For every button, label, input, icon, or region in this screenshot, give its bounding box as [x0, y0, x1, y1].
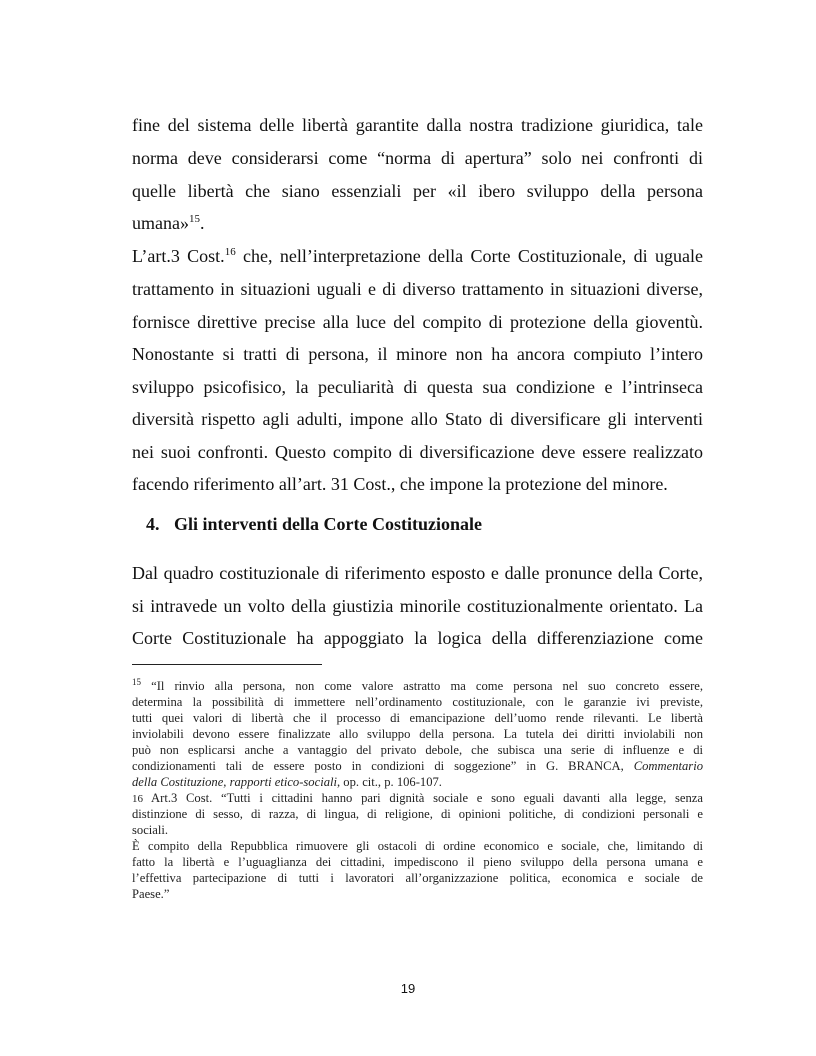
body-line: fornisce direttive precise alla luce del compito di protezione della gioventù. — [132, 312, 703, 332]
footnote-marker-15: 15 — [132, 676, 141, 687]
body-line — [132, 245, 703, 267]
footnote-line: Paese.” — [132, 887, 170, 901]
footnote-line: È compito della Repubblica rimuovere gli ostacoli di ordine economico e sociale, che, limitando di — [132, 839, 703, 853]
footnote-line — [132, 774, 703, 790]
footnote-ref-15[interactable]: 15 — [188, 213, 200, 225]
section-title: Gli interventi della Corte Costituzionale — [174, 514, 482, 534]
body-line: nei suoi confronti. Questo compito di diversificazione deve essere realizzato — [132, 442, 703, 462]
page-number: 19 — [400, 981, 416, 996]
body-text: umana» — [132, 213, 189, 233]
body-text: . — [199, 213, 205, 233]
body-text: L’art.3 Cost. — [132, 246, 225, 266]
footnote-line: può non esplicarsi anche a vantaggio del privato debole, che subisca una serie di influenze e di — [132, 743, 703, 757]
footnote-line — [132, 790, 703, 807]
body-line — [132, 212, 703, 234]
body-line: Nonostante si tratti di persona, il minore non ha ancora compiuto l’intero — [132, 344, 703, 364]
footnote-line: sociali. — [132, 823, 169, 837]
footnote-line: fatto la libertà e l’uguaglianza dei cittadini, impediscono il pieno sviluppo della persona umana e — [132, 855, 703, 869]
footnote-text: Art.3 Cost. “Tutti i cittadini hanno pari dignità sociale e sono eguali davanti alla legge, senza — [143, 791, 703, 805]
body-line: norma deve considerarsi come “norma di apertura” solo nei confronti di — [132, 148, 703, 168]
body-line: facendo riferimento all’art. 31 Cost., che impone la protezione del minore. — [132, 474, 668, 494]
body-line: sviluppo psicofisico, la peculiarità di questa sua condizione e l’intrinseca — [132, 377, 703, 397]
body-line: diversità rispetto agli adulti, impone allo Stato di diversificare gli interventi — [132, 409, 703, 429]
body-text: che, nell’interpretazione della Corte Costituzionale, di uguale — [235, 246, 703, 266]
footnote-marker-16: 16 — [132, 793, 143, 805]
body-line: Corte Costituzionale ha appoggiato la logica della differenziazione come — [132, 628, 703, 648]
footnote-text: “Il rinvio alla persona, non come valore astratto ma come persona nel suo concreto essere, — [141, 679, 703, 693]
footnote-line: tutti quei valori di libertà che il processo di emancipazione dell’uomo rende rilevanti. Le libertà — [132, 711, 703, 725]
footnote-citation-title: della Costituzione, rapporti etico-sociali — [132, 775, 337, 789]
footnote-separator — [132, 664, 322, 665]
section-number: 4. — [146, 514, 160, 534]
body-line: Dal quadro costituzionale di riferimento esposto e dalle pronunce della Corte, — [132, 563, 703, 583]
footnote-text: condizionamenti tali de essere posto in condizioni di soggezione” in G. BRANCA, — [132, 759, 634, 773]
footnote-line: l’effettiva partecipazione di tutti i lavoratori all’organizzazione politica, economica e sociale de — [132, 871, 703, 885]
body-line: fine del sistema delle libertà garantite dalla nostra tradizione giuridica, tale — [132, 115, 703, 135]
body-line: quelle libertà che siano essenziali per «il ibero sviluppo della persona — [132, 181, 703, 201]
footnote-line: distinzione di sesso, di razza, di lingua, di religione, di opinioni politiche, di condizioni personali e — [132, 807, 703, 821]
body-line: trattamento in situazioni uguali e di diverso trattamento in situazioni diverse, — [132, 279, 703, 299]
section-heading — [132, 513, 482, 535]
body-line: si intravede un volto della giustizia minorile costituzionalmente orientato. La — [132, 596, 703, 616]
footnote-citation-title: Commentario — [633, 759, 703, 773]
footnote-line: determina la possibilità di immettere nell’ordinamento costituzionale, con le garanzie ivi previste, — [132, 695, 703, 709]
footnote-ref-16[interactable]: 16 — [224, 246, 236, 258]
footnote-line — [132, 758, 703, 774]
footnote-text: , op. cit., p. 106-107. — [337, 775, 442, 789]
footnote-line — [132, 678, 703, 694]
footnote-line: inviolabili devono essere finalizzate allo sviluppo della persona. La tutela dei diritti inviolabili non — [132, 727, 703, 741]
